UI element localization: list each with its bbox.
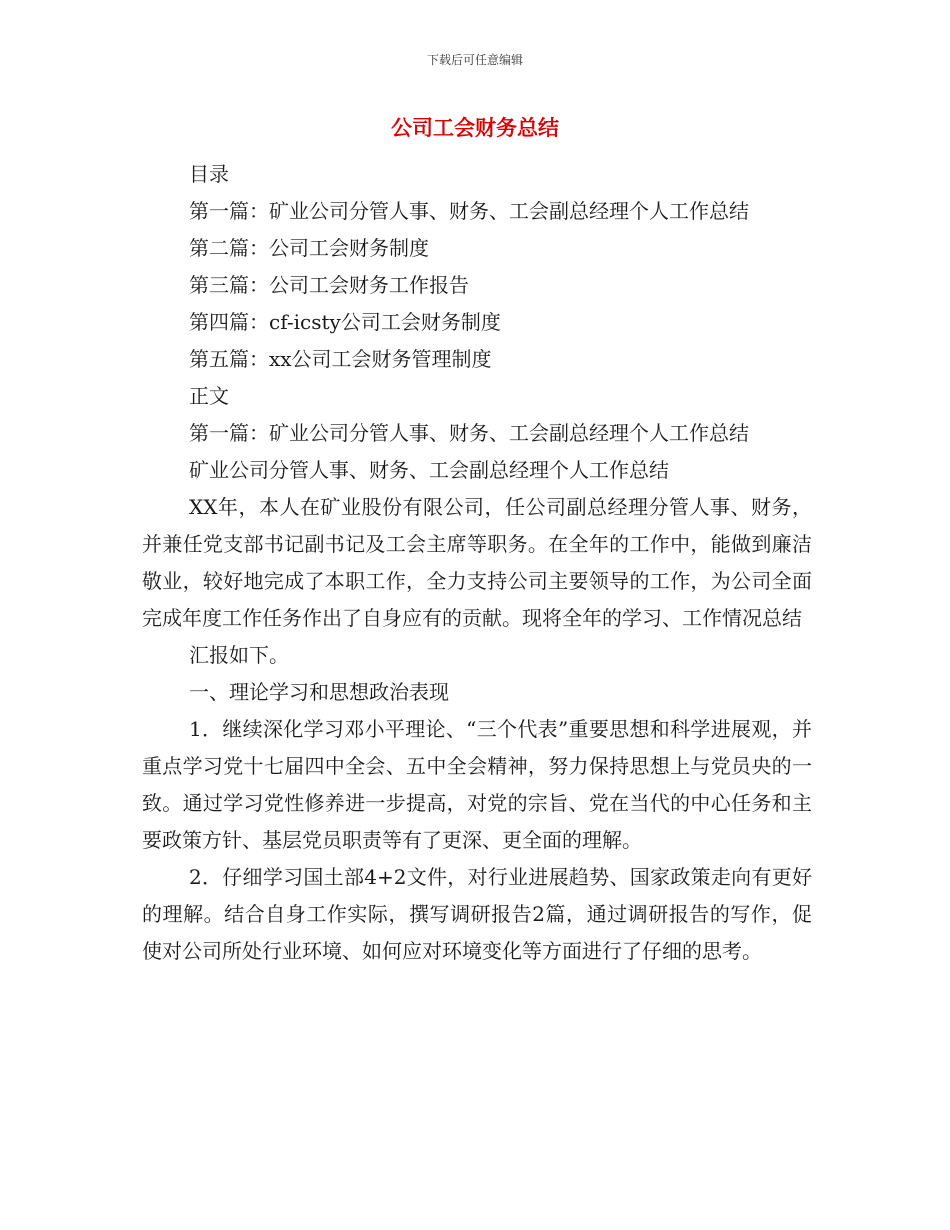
toc-item-4: 第四篇：cf-icsty公司工会财务制度: [189, 310, 501, 334]
toc-item-3: 第三篇：公司工会财务工作报告: [189, 273, 469, 297]
document-title: 公司工会财务总结: [391, 116, 559, 140]
body-heading: 正文: [189, 384, 229, 408]
document-body: [142, 156, 812, 970]
chapter-title: 第一篇：矿业公司分管人事、财务、工会副总经理个人工作总结: [189, 421, 749, 445]
paragraph: 汇报如下。: [189, 643, 289, 667]
list-item: 2．仔细学习国土部4+2文件，对行业进展趋势、国家政策走向有更好的理解。结合自身工作实际，撰写调研报告2篇，通过调研报告的写作，促使对公司所处行业环境、如何应对环境变化等方面进行了仔细的思考。: [142, 865, 812, 963]
list-item: 1．继续深化学习邓小平理论、“三个代表”重要思想和科学进展观，并重点学习党十七届四中全会、五中全会精神，努力保持思想上与党员央的一致。通过学习党性修养进一步提高，对党的宗旨、党在当代的中心任务和主要政策方针、基层党员职责等有了更深、更全面的理解。: [142, 717, 812, 852]
toc-item-1: 第一篇：矿业公司分管人事、财务、工会副总经理个人工作总结: [189, 199, 749, 223]
toc-item-5: 第五篇：xx公司工会财务管理制度: [189, 347, 492, 371]
toc-heading: 目录: [189, 162, 229, 186]
page-header-note: 下载后可任意编辑: [426, 53, 523, 67]
chapter-subtitle: 矿业公司分管人事、财务、工会副总经理个人工作总结: [189, 458, 669, 482]
section-heading: 一、理论学习和思想政治表现: [189, 680, 449, 704]
toc-item-2: 第二篇：公司工会财务制度: [189, 236, 429, 260]
paragraph: XX年，本人在矿业股份有限公司，任公司副总经理分管人事、财务，并兼任党支部书记副书记及工会主席等职务。在全年的工作中，能做到廉洁敬业，较好地完成了本职工作，全力支持公司主要领导的工作，为公司全面完成年度工作任务作出了自身应有的贡献。现将全年的学习、工作情况总结: [142, 495, 812, 630]
